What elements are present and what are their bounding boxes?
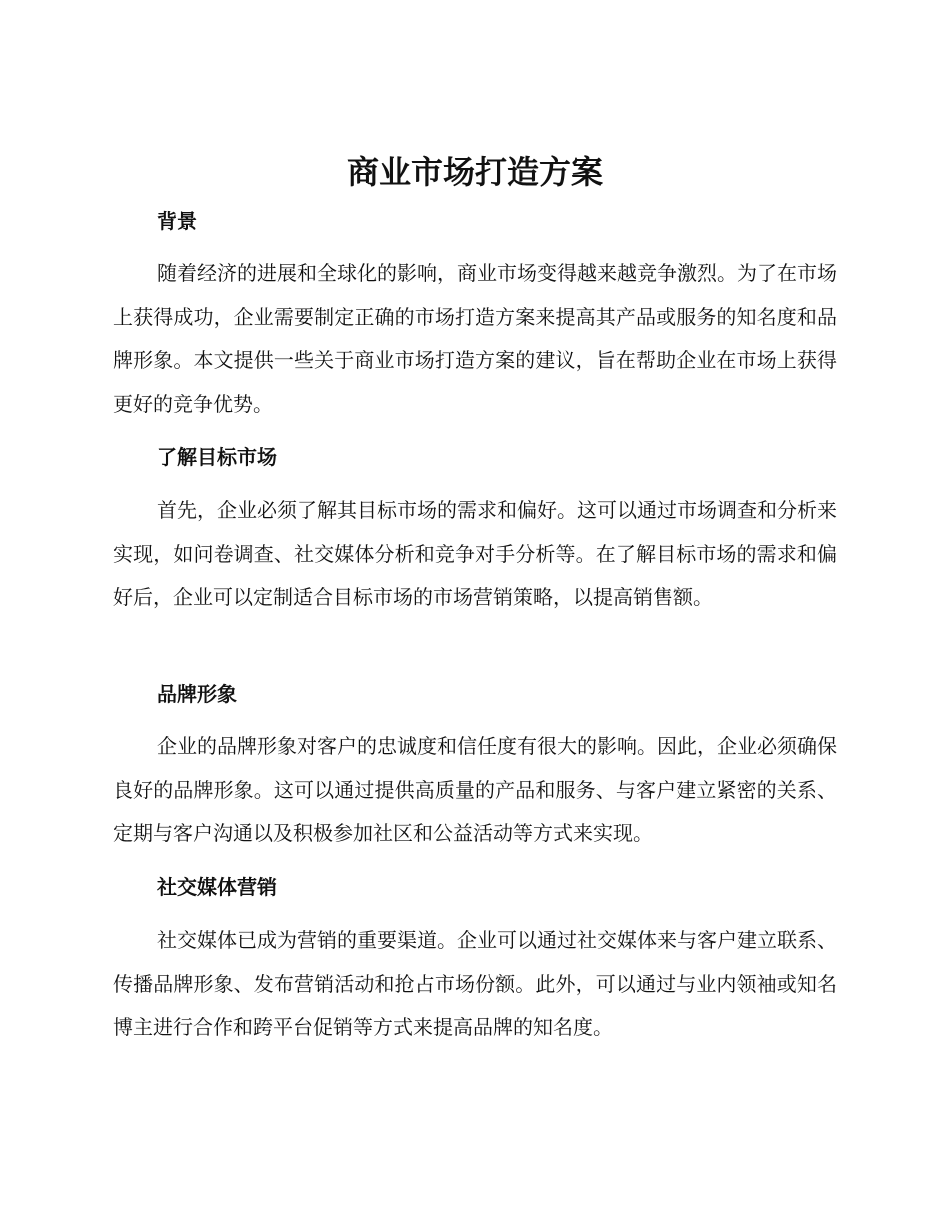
section-heading-social-media: 社交媒体营销 [157,875,277,899]
section-body-background: 随着经济的进展和全球化的影响，商业市场变得越来越竞争激烈。为了在市场上获得成功，企业需要制定正确的市场打造方案来提高其产品或服务的知名度和品牌形象。本文提供一些关于商业市场打造方案的建议，旨在帮助企业在市场上获得更好的竞争优势。 [113,261,837,416]
section-heading-background: 背景 [157,209,197,233]
section-heading-target-market: 了解目标市场 [157,445,277,469]
section-body-social-media: 社交媒体已成为营销的重要渠道。企业可以通过社交媒体来与客户建立联系、传播品牌形象、发布营销活动和抢占市场份额。此外，可以通过与业内领袖或知名博主进行合作和跨平台促销等方式来提高品牌的知名度。 [113,928,837,1039]
page-title: 商业市场打造方案 [346,153,603,191]
section-body-brand-image: 企业的品牌形象对客户的忠诚度和信任度有很大的影响。因此，企业必须确保良好的品牌形象。这可以通过提供高质量的产品和服务、与客户建立紧密的关系、定期与客户沟通以及积极参加社区和公益活动等方式来实现。 [113,734,837,845]
section-body-target-market: 首先，企业必须了解其目标市场的需求和偏好。这可以通过市场调查和分析来实现，如问卷调查、社交媒体分析和竞争对手分析等。在了解目标市场的需求和偏好后，企业可以定制适合目标市场的市场营销策略，以提高销售额。 [113,498,837,609]
section-heading-brand-image: 品牌形象 [157,682,237,706]
